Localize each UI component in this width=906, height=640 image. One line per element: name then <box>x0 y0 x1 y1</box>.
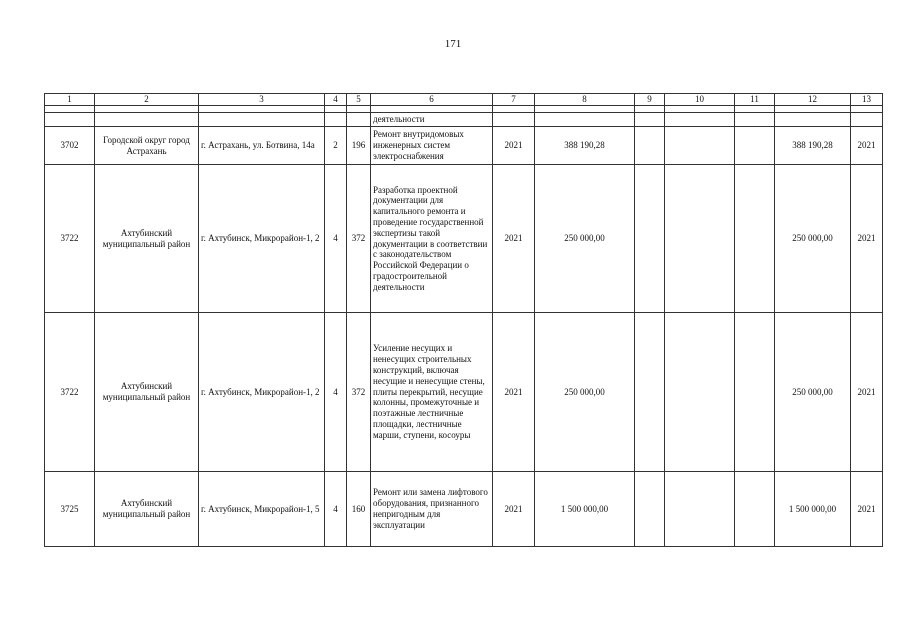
work-type: Усиление несущих и ненесущих строительных конструкций, включая несущие и ненесущие стены, плиты перекрытий, несущие колонны, промежуточные и поэтажные лестничные площадки, лестничные марши, ступени, косоуры <box>371 313 493 472</box>
address: г. Ахтубинск, Микрорайон-1, 2 <box>199 165 325 313</box>
col11-value <box>735 472 775 547</box>
col11-value <box>735 313 775 472</box>
column-number-row <box>45 94 883 106</box>
col5-value: 160 <box>347 472 371 547</box>
column-number: 5 <box>347 94 371 106</box>
col4-value: 4 <box>325 313 347 472</box>
year: 2021 <box>493 127 535 165</box>
table-row <box>45 472 883 547</box>
column-number: 1 <box>45 94 95 106</box>
col10-value <box>665 313 735 472</box>
cost: 250 000,00 <box>535 165 635 313</box>
cost: 388 190,28 <box>535 127 635 165</box>
total-cost: 1 500 000,00 <box>775 472 851 547</box>
table-row <box>45 313 883 472</box>
col4-value: 2 <box>325 127 347 165</box>
completion-year: 2021 <box>851 472 883 547</box>
col9-value <box>635 472 665 547</box>
col10-value <box>665 472 735 547</box>
page-number: 171 <box>444 38 462 50</box>
building-id: 3725 <box>45 472 95 547</box>
continuation-row <box>45 113 883 127</box>
work-type: Разработка проектной документации для капитального ремонта и проведение государственной экспертизы такой документации в соответствии с законодательством Российской Федерации о градостроительной деятельности <box>371 165 493 313</box>
col4-value: 4 <box>325 472 347 547</box>
address: г. Ахтубинск, Микрорайон-1, 2 <box>199 313 325 472</box>
col9-value <box>635 127 665 165</box>
column-number: 6 <box>371 94 493 106</box>
registry-table <box>44 93 883 547</box>
building-id: 3722 <box>45 313 95 472</box>
col10-value <box>665 127 735 165</box>
building-id: 3722 <box>45 165 95 313</box>
year: 2021 <box>493 472 535 547</box>
column-number: 11 <box>735 94 775 106</box>
address: г. Астрахань, ул. Ботвина, 14а <box>199 127 325 165</box>
column-number: 3 <box>199 94 325 106</box>
spacer-row <box>45 106 883 113</box>
completion-year: 2021 <box>851 313 883 472</box>
column-number: 12 <box>775 94 851 106</box>
column-number: 7 <box>493 94 535 106</box>
year: 2021 <box>493 313 535 472</box>
column-number: 4 <box>325 94 347 106</box>
work-type: Ремонт или замена лифтового оборудования, признанного непригодным для эксплуатации <box>371 472 493 547</box>
municipality: Ахтубинский муниципальный район <box>95 165 199 313</box>
municipality: Ахтубинский муниципальный район <box>95 472 199 547</box>
col9-value <box>635 313 665 472</box>
table-row <box>45 127 883 165</box>
col4-value: 4 <box>325 165 347 313</box>
work-type: Ремонт внутридомовых инженерных систем электроснабжения <box>371 127 493 165</box>
cost: 1 500 000,00 <box>535 472 635 547</box>
cost: 250 000,00 <box>535 313 635 472</box>
col9-value <box>635 165 665 313</box>
column-number: 9 <box>635 94 665 106</box>
col5-value: 196 <box>347 127 371 165</box>
municipality: Ахтубинский муниципальный район <box>95 313 199 472</box>
table-row <box>45 165 883 313</box>
col11-value <box>735 165 775 313</box>
column-number: 10 <box>665 94 735 106</box>
column-number: 13 <box>851 94 883 106</box>
col10-value <box>665 165 735 313</box>
col11-value <box>735 127 775 165</box>
total-cost: 250 000,00 <box>775 165 851 313</box>
column-number: 8 <box>535 94 635 106</box>
total-cost: 388 190,28 <box>775 127 851 165</box>
municipality: Городской округ город Астрахань <box>95 127 199 165</box>
year: 2021 <box>493 165 535 313</box>
building-id: 3702 <box>45 127 95 165</box>
completion-year: 2021 <box>851 165 883 313</box>
work-type: деятельности <box>371 113 493 127</box>
total-cost: 250 000,00 <box>775 313 851 472</box>
address: г. Ахтубинск, Микрорайон-1, 5 <box>199 472 325 547</box>
col5-value: 372 <box>347 165 371 313</box>
column-number: 2 <box>95 94 199 106</box>
col5-value: 372 <box>347 313 371 472</box>
completion-year: 2021 <box>851 127 883 165</box>
